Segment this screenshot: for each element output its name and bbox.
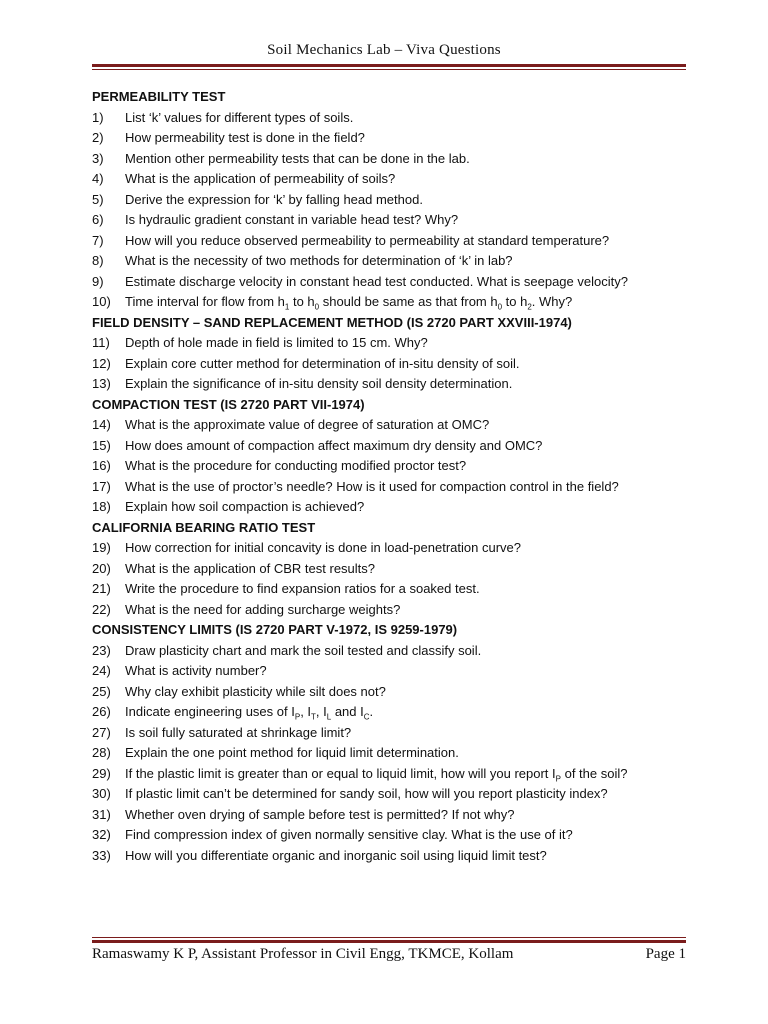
question-item xyxy=(92,702,686,723)
question-text: Explain core cutter method for determination of in-situ density of soil. xyxy=(125,355,520,371)
question-text: Derive the expression for ‘k’ by falling head method. xyxy=(125,191,423,207)
question-item xyxy=(92,108,686,129)
question-text: How correction for initial concavity is done in load-penetration curve? xyxy=(125,540,521,555)
question-text: What is activity number? xyxy=(125,663,267,678)
question-number: 19) xyxy=(92,540,111,555)
question-text: Indicate engineering uses of $I_P$, $I_T$, $I_L$ and $I_C$. xyxy=(125,704,374,722)
question-number: 8) xyxy=(92,253,104,268)
question-text: If the plastic limit is greater than or equal to liquid limit, how will you report $I_P$ of the soil? xyxy=(125,765,628,784)
question-item xyxy=(92,128,686,149)
question-number: 28) xyxy=(92,745,111,760)
question-number: 17) xyxy=(92,478,111,494)
question-item xyxy=(92,477,686,498)
question-text: What is the application of permeability of soils? xyxy=(125,171,396,186)
question-number: 10) xyxy=(92,294,111,309)
question-item xyxy=(92,682,686,703)
question-number: 12) xyxy=(92,355,111,371)
section-heading: FIELD DENSITY – SAND REPLACEMENT METHOD (IS 2720 PART XXVIII-1974) xyxy=(92,314,572,330)
footer-rule-thin xyxy=(92,937,686,938)
question-text: Is soil fully saturated at shrinkage limit? xyxy=(125,724,352,740)
question-number: 32) xyxy=(92,827,111,842)
question-item xyxy=(92,846,686,867)
question-text: Explain the one point method for liquid limit determination. xyxy=(125,745,459,760)
question-text: Explain how soil compaction is achieved? xyxy=(125,499,365,514)
question-item xyxy=(92,579,686,600)
question-item xyxy=(92,190,686,211)
question-item xyxy=(92,374,686,395)
header-rule-thin xyxy=(92,69,686,70)
question-number: 7) xyxy=(92,232,104,248)
question-text: If plastic limit can’t be determined for sandy soil, how will you report plasticity index? xyxy=(125,786,608,801)
question-item xyxy=(92,743,686,764)
question-number: 31) xyxy=(92,806,111,822)
question-text: List ‘k’ values for different types of soils. xyxy=(125,109,354,125)
question-text: What is the necessity of two methods for determination of ‘k’ in lab? xyxy=(125,253,513,268)
question-number: 6) xyxy=(92,212,104,227)
question-number: 16) xyxy=(92,458,111,473)
question-number: 24) xyxy=(92,663,111,678)
question-number: 20) xyxy=(92,560,111,576)
question-text: Estimate discharge velocity in constant head test conducted. What is seepage velocity? xyxy=(125,273,628,289)
question-item xyxy=(92,272,686,293)
question-text: What is the approximate value of degree of saturation at OMC? xyxy=(125,417,490,432)
question-number: 4) xyxy=(92,171,104,186)
question-item xyxy=(92,559,686,580)
section-heading: COMPACTION TEST (IS 2720 PART VII-1974) xyxy=(92,396,365,412)
question-text: What is the use of proctor’s needle? How is it used for compaction control in the field? xyxy=(125,478,619,494)
question-number: 11) xyxy=(92,335,110,350)
footer-author: Ramaswamy K P, Assistant Professor in Civil Engg, TKMCE, Kollam xyxy=(92,946,514,962)
question-item xyxy=(92,333,686,354)
header-rule-thick xyxy=(92,64,686,67)
question-text: Why clay exhibit plasticity while silt does not? xyxy=(125,683,386,699)
question-item xyxy=(92,149,686,170)
question-text: What is the procedure for conducting modified proctor test? xyxy=(125,458,467,473)
question-text: Mention other permeability tests that can be done in the lab. xyxy=(125,150,470,166)
question-item xyxy=(92,456,686,477)
question-item xyxy=(92,784,686,805)
question-number: 14) xyxy=(92,417,111,432)
question-text: How permeability test is done in the field? xyxy=(125,130,365,145)
question-item xyxy=(92,723,686,744)
question-number: 23) xyxy=(92,642,111,658)
question-text: Depth of hole made in field is limited to 15 cm. Why? xyxy=(125,335,428,350)
question-number: 22) xyxy=(92,601,111,617)
question-item xyxy=(92,497,686,518)
question-text: What is the need for adding surcharge weights? xyxy=(125,601,401,617)
question-number: 2) xyxy=(92,130,104,145)
page-header-title: Soil Mechanics Lab – Viva Questions xyxy=(267,42,501,58)
question-item xyxy=(92,600,686,621)
question-list xyxy=(92,87,686,866)
question-item xyxy=(92,825,686,846)
question-text: Write the procedure to find expansion ratios for a soaked test. xyxy=(125,581,480,596)
question-item xyxy=(92,805,686,826)
section-heading: PERMEABILITY TEST xyxy=(92,89,226,104)
question-number: 13) xyxy=(92,376,111,391)
section-heading: CALIFORNIA BEARING RATIO TEST xyxy=(92,519,316,535)
question-text: How will you differentiate organic and inorganic soil using liquid limit test? xyxy=(125,847,547,863)
question-text: Explain the significance of in-situ density soil density determination. xyxy=(125,376,513,391)
question-text: Whether oven drying of sample before test is permitted? If not why? xyxy=(125,806,515,822)
question-item xyxy=(92,764,686,785)
question-number: 21) xyxy=(92,581,111,596)
question-number: 1) xyxy=(92,109,104,125)
question-number: 33) xyxy=(92,847,111,863)
question-number: 18) xyxy=(92,499,111,514)
section-heading: CONSISTENCY LIMITS (IS 2720 PART V-1972, IS 9259-1979) xyxy=(92,622,458,637)
question-number: 15) xyxy=(92,437,111,453)
question-item xyxy=(92,169,686,190)
question-number: 3) xyxy=(92,150,104,166)
question-item xyxy=(92,231,686,252)
footer-page-number: Page 1 xyxy=(645,946,686,962)
question-item xyxy=(92,538,686,559)
question-text: How does amount of compaction affect maximum dry density and OMC? xyxy=(125,437,543,453)
question-item xyxy=(92,415,686,436)
question-number: 25) xyxy=(92,683,111,699)
question-text: What is the application of CBR test results? xyxy=(125,560,376,576)
question-item xyxy=(92,354,686,375)
question-text: Time interval for flow from $h_1$ to $h_0$ should be same as that from $h_0$ to $h_2$. Why? xyxy=(125,294,573,312)
question-item xyxy=(92,210,686,231)
question-text: Find compression index of given normally sensitive clay. What is the use of it? xyxy=(125,827,573,842)
footer-rule-thick xyxy=(92,940,686,943)
question-text: Draw plasticity chart and mark the soil tested and classify soil. xyxy=(125,642,482,658)
question-number: 30) xyxy=(92,786,111,801)
question-item xyxy=(92,661,686,682)
question-item xyxy=(92,251,686,272)
question-item xyxy=(92,292,686,313)
question-number: 27) xyxy=(92,724,111,740)
question-text: How will you reduce observed permeability to permeability at standard temperature? xyxy=(125,232,610,248)
question-text: Is hydraulic gradient constant in variable head test? Why? xyxy=(125,212,459,227)
question-number: 29) xyxy=(92,765,111,781)
question-item xyxy=(92,436,686,457)
question-item xyxy=(92,641,686,662)
question-number: 9) xyxy=(92,273,104,289)
question-number: 26) xyxy=(92,704,111,719)
question-number: 5) xyxy=(92,191,104,207)
